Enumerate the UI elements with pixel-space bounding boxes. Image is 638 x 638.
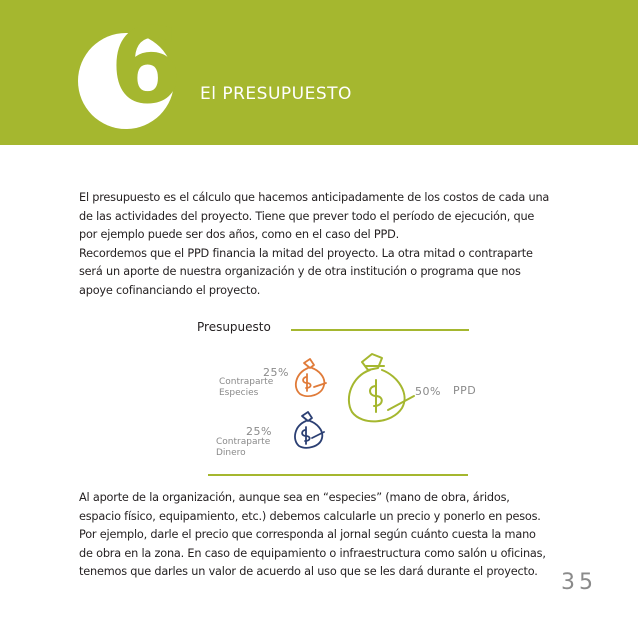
dinero-percent: 25%	[246, 425, 272, 438]
budget-chart-title: Presupuesto	[197, 320, 271, 334]
ppd-label: PPD	[453, 384, 477, 397]
especies-label-line: Contraparte	[219, 377, 274, 387]
dinero-label-line: Dinero	[216, 448, 246, 458]
especies-label	[219, 377, 273, 399]
intro-line: apoye cofinanciando el proyecto.	[79, 283, 261, 297]
intro-line: será un aporte de nuestra organización y de otra institución o programa que nos	[79, 265, 521, 279]
chart-bottom-rule	[208, 474, 468, 476]
intro-line: El presupuesto es el cálculo que hacemos anticipadamente de los costos de cada una	[79, 191, 550, 204]
chapter-title: El PRESUPUESTO	[200, 84, 352, 104]
body-line: tenemos que darles un valor de acuerdo al uso que se les dará durante el proyecto.	[79, 565, 538, 579]
money-bag-icon	[342, 352, 416, 428]
body-paragraph	[79, 489, 559, 582]
dinero-label-line: Contraparte	[216, 437, 271, 447]
especies-label-line: Especies	[219, 388, 259, 398]
intro-paragraph	[79, 189, 559, 301]
dinero-label	[216, 437, 270, 459]
intro-line: Recordemos que el PPD financia la mitad del proyecto. La otra mitad o contraparte	[79, 246, 533, 260]
intro-line: por ejemplo puede ser dos años, como en el caso del PPD.	[79, 228, 399, 242]
money-bag-icon	[290, 357, 330, 399]
chapter-number: 6	[110, 5, 181, 127]
body-line: espacio físico, equipamiento, etc.) debemos calcularle un precio y ponerlo en pesos.	[79, 509, 541, 523]
body-line: Al aporte de la organización, aunque sea en “especies” (mano de obra, áridos,	[79, 491, 510, 504]
money-bag-icon	[290, 410, 326, 450]
ppd-percent: 50%	[415, 385, 441, 398]
page-number: 35	[561, 570, 597, 595]
chart-top-rule	[291, 329, 469, 331]
body-line: Por ejemplo, darle el precio que corresponda al jornal según cuánto cuesta la mano	[79, 528, 536, 542]
body-line: de obra en la zona. En caso de equipamiento o infraestructura como salón u oficinas,	[79, 546, 546, 560]
especies-percent: 25%	[263, 366, 289, 379]
intro-line: de las actividades del proyecto. Tiene que prever todo el período de ejecución, que	[79, 209, 535, 223]
